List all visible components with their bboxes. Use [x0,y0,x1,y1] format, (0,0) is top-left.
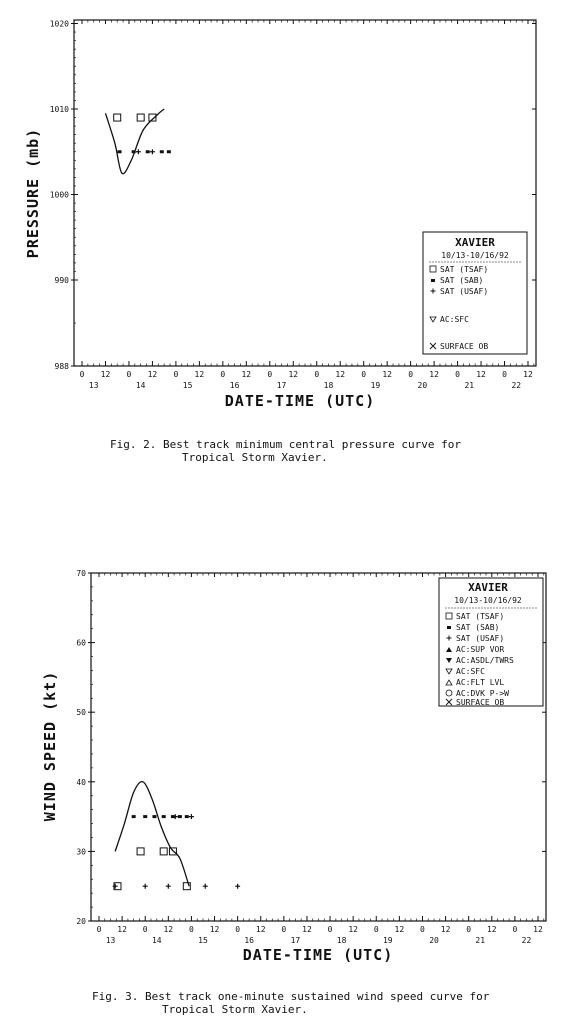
x-tick-day-label: 13 [88,381,99,390]
x-tick-hour-label: 0 [314,370,320,379]
wind-y-axis-title: WIND SPEED (kt) [41,670,59,822]
x-tick-day-label: 19 [382,936,393,945]
x-tick-hour-label: 0 [502,370,507,379]
x-tick-day-label: 22 [511,381,522,390]
x-tick-day-label: 17 [276,381,287,390]
x-tick-hour-label: 12 [440,925,451,934]
wind-legend-subtitle: 10/13-10/16/92 [454,596,522,605]
dot-marker-icon [447,626,451,629]
x-tick-hour-label: 0 [455,370,460,379]
pressure-legend-subtitle: 10/13-10/16/92 [441,251,509,260]
pressure-legend-title: XAVIER [455,236,495,249]
tsaf-square-point [114,114,121,121]
y-tick-label: 990 [54,276,69,285]
wind-legend-entry: AC:ASDL/TWRS [456,656,514,665]
x-tick-hour-label: 12 [394,925,405,934]
best-track-curve [115,782,189,887]
x-tick-day-label: 21 [464,381,475,390]
x-tick-hour-label: 0 [173,370,179,379]
x-tick-hour-label: 0 [189,925,194,934]
tsaf-square-point [183,883,190,890]
sab-dot-point [167,150,171,153]
x-tick-hour-label: 12 [348,925,358,934]
y-tick-label: 1000 [49,190,69,200]
sab-dot-point [160,150,164,153]
usaf-plus-point [143,884,148,889]
y-tick-label: 30 [76,847,86,857]
x-tick-hour-label: 12 [288,370,299,379]
y-tick-label: 60 [76,638,86,648]
x-tick-hour-label: 0 [126,370,132,379]
x-tick-day-label: 19 [370,381,381,390]
x-tick-hour-label: 0 [79,370,85,379]
sab-dot-point [178,815,182,818]
x-tick-hour-label: 12 [302,925,312,934]
wind-legend-entry: SAT (TSAF) [456,612,505,621]
x-tick-hour-label: 0 [420,925,425,934]
x-tick-day-label: 16 [229,381,240,390]
pressure-caption-line-1: Fig. 2. Best track minimum central pressure curve for [110,438,461,451]
x-tick-day-label: 16 [244,936,255,945]
x-tick-day-label: 15 [198,936,208,945]
pressure-y-axis-title: PRESSURE (mb) [24,127,42,259]
wind-legend-entry: AC:FLT LVL [456,678,505,687]
x-tick-hour-label: 0 [361,370,367,379]
x-tick-day-label: 13 [105,936,116,945]
wind-legend-entry: SURFACE OB [456,698,505,707]
wind-legend-entry: AC:SUP VOR [456,645,505,654]
x-tick-hour-label: 0 [142,925,148,934]
x-tick-day-label: 20 [429,936,439,945]
pressure-legend-entry: SURFACE OB [440,342,489,351]
y-tick-label: 1020 [49,19,69,29]
x-tick-hour-label: 0 [281,925,287,934]
tsaf-square-point [137,848,144,855]
x-tick-day-label: 18 [336,936,347,945]
x-tick-hour-label: 0 [220,370,226,379]
y-tick-label: 50 [76,708,86,718]
wind-chart [41,569,546,1016]
x-tick-day-label: 14 [151,936,162,945]
x-tick-hour-label: 12 [523,370,533,379]
dot-marker-icon [431,279,435,282]
x-tick-hour-label: 12 [486,925,497,934]
y-tick-label: 70 [76,569,86,578]
wind-legend [439,578,543,707]
x-tick-day-label: 21 [475,936,486,945]
usaf-plus-point [235,884,240,889]
wind-legend-entry: AC:SFC [456,667,485,676]
sab-dot-point [132,815,136,818]
wind-caption-line-2: Tropical Storm Xavier. [162,1003,308,1016]
usaf-plus-point [150,149,155,154]
pressure-legend-entry: SAT (USAF) [440,287,489,296]
pressure-marks [105,109,170,174]
pressure-chart [24,20,536,465]
x-tick-hour-label: 12 [255,925,266,934]
x-tick-hour-label: 12 [241,370,252,379]
x-tick-day-label: 18 [323,381,334,390]
wind-legend-entry: AC:DVK P->W [456,689,509,698]
usaf-plus-point [189,814,194,819]
x-tick-hour-label: 0 [235,925,241,934]
x-tick-hour-label: 12 [209,925,220,934]
pressure-legend-entry: SAT (TSAF) [440,265,489,274]
tsaf-square-point [137,114,144,121]
pressure-x-axis-title: DATE-TIME (UTC) [224,392,376,410]
x-tick-hour-label: 12 [382,370,392,379]
wind-marks [113,782,240,890]
sab-dot-point [146,150,150,153]
usaf-plus-point [203,884,208,889]
usaf-plus-point [173,814,178,819]
pressure-legend-entry: SAT (SAB) [440,276,484,285]
y-tick-label: 1010 [49,105,69,114]
x-tick-hour-label: 12 [163,925,174,934]
x-tick-hour-label: 0 [373,925,379,934]
x-tick-hour-label: 0 [267,370,273,379]
x-tick-hour-label: 12 [100,370,111,379]
x-tick-hour-label: 12 [194,370,205,379]
x-tick-day-label: 22 [521,936,532,945]
x-tick-day-label: 15 [182,381,193,390]
pressure-legend-entry: AC:SFC [440,315,469,324]
x-tick-hour-label: 12 [147,370,158,379]
pressure-caption-line-2: Tropical Storm Xavier. [182,451,328,464]
usaf-plus-point [166,884,171,889]
x-tick-hour-label: 0 [408,370,414,379]
x-tick-hour-label: 12 [533,925,543,934]
y-tick-label: 988 [54,362,69,371]
x-tick-day-label: 14 [135,381,146,390]
sab-dot-point [118,150,122,153]
x-tick-hour-label: 12 [117,925,127,934]
wind-legend-entry: SAT (USAF) [456,634,505,643]
sab-dot-point [152,815,156,818]
x-tick-hour-label: 0 [512,925,518,934]
pressure-legend [423,232,527,354]
x-tick-hour-label: 12 [335,370,346,379]
wind-legend-title: XAVIER [468,581,508,594]
y-tick-label: 20 [76,917,86,926]
x-tick-hour-label: 12 [476,370,486,379]
x-tick-hour-label: 0 [466,925,472,934]
sab-dot-point [185,815,189,818]
wind-x-axis-title: DATE-TIME (UTC) [242,946,394,964]
x-tick-hour-label: 0 [96,925,102,934]
sab-dot-point [143,815,147,818]
wind-legend-entry: SAT (SAB) [456,623,500,632]
wind-caption-line-1: Fig. 3. Best track one-minute sustained wind speed curve for [92,990,490,1003]
x-tick-hour-label: 0 [327,925,333,934]
tsaf-square-point [160,848,167,855]
x-tick-day-label: 20 [417,381,428,390]
sab-dot-point [162,815,166,818]
y-tick-label: 40 [76,777,86,787]
x-tick-day-label: 17 [290,936,301,945]
usaf-plus-point [136,149,141,154]
x-tick-hour-label: 12 [429,370,439,379]
